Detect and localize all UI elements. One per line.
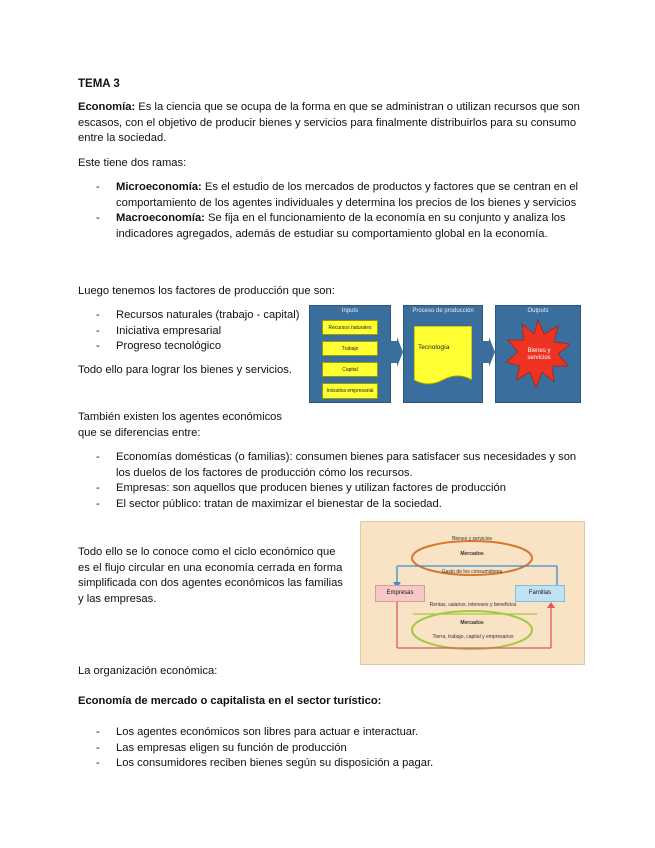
bottom-flow: Rentas, salarios, intereses y beneficios bbox=[429, 602, 517, 608]
input-item: Trabajo bbox=[322, 341, 378, 356]
outputs-box bbox=[495, 305, 581, 403]
factors-list bbox=[78, 308, 318, 355]
agents-intro-line: También existen los agentes económicos bbox=[78, 411, 282, 423]
list-item: - Los consumidores reciben bienes según su disposición a pagar. bbox=[78, 756, 583, 772]
input-item: Recursos naturales bbox=[322, 320, 378, 335]
input-item: Capital bbox=[322, 362, 378, 377]
top-flow: Gasto de los consumidores bbox=[441, 569, 503, 575]
process-item: Tecnología bbox=[418, 344, 450, 351]
process-box bbox=[403, 305, 483, 403]
top-label: Bienes y servicios bbox=[451, 536, 492, 542]
inputs-title: Inputs bbox=[341, 308, 359, 314]
factors-intro: Luego tenemos los factores de producción que son: bbox=[78, 285, 335, 297]
cycle-text: Todo ello se lo conoce como el ciclo económico que es el flujo circular en una economía cerrada en forma simplificada con dos agentes económicos las familias y las empresas. bbox=[78, 546, 343, 605]
list-item: - Los agentes económicos son libres para actuar e interactuar. bbox=[78, 725, 583, 741]
list-item: - Recursos naturales (trabajo - capital) bbox=[78, 308, 318, 324]
document-icon bbox=[414, 326, 472, 388]
list-item: - Iniciativa empresarial bbox=[78, 324, 318, 340]
agents-list bbox=[78, 450, 583, 512]
market-list bbox=[78, 725, 583, 772]
page-title: TEMA 3 bbox=[78, 78, 120, 90]
empresas-box: Empresas bbox=[375, 585, 425, 602]
economia-text: Es la ciencia que se ocupa de la forma en que se administran o utilizan recursos que son escasos, con el objetivo de producir bienes y servicios para finalmente distribuirlos para su consumo entre la sociedad. bbox=[78, 101, 580, 144]
branches-intro: Este tiene dos ramas: bbox=[78, 157, 187, 169]
economia-term: Economía: bbox=[78, 101, 136, 113]
production-diagram bbox=[309, 305, 581, 403]
branch-text: Es el estudio de los mercados de productos y factores que se centran en el comportamiento de los agentes individuales y determina los precios de los bienes y servicios bbox=[116, 181, 579, 209]
branch-text: Se fija en el funcionamiento de la economía en su conjunto y analiza los indicadores agregados, además de estudiar su comportamiento global en la economía. bbox=[116, 212, 566, 240]
bottom-label: Tierra, trabajo, capital y empresarios bbox=[432, 634, 514, 640]
outputs-title: Outputs bbox=[527, 308, 549, 314]
market-title: Economía de mercado o capitalista en el sector turístico: bbox=[78, 695, 382, 707]
list-item bbox=[78, 211, 583, 242]
agents-intro-line: que se diferencias entre: bbox=[78, 426, 201, 439]
factors-outro: Todo ello para lograr los bienes y servicios. bbox=[78, 364, 292, 376]
list-item bbox=[78, 180, 583, 211]
branches-list bbox=[78, 180, 583, 242]
familias-box: Familias bbox=[515, 585, 565, 602]
list-item: - Economías domésticas (o familias): consumen bienes para satisfacer sus necesidades y son los duelos de los factores de producción cómo los recursos. bbox=[78, 450, 583, 481]
list-item: - Empresas: son aquellos que producen bienes y utilizan factores de producción bbox=[78, 481, 583, 497]
process-title: Proceso de producción bbox=[412, 308, 474, 314]
economia-definition bbox=[78, 100, 583, 147]
list-item: - Las empresas eligen su función de producción bbox=[78, 741, 583, 757]
top-market: Mercados bbox=[460, 551, 484, 557]
output-item: Bienes y servicios bbox=[527, 348, 551, 361]
agents-intro bbox=[78, 410, 318, 441]
arrow-right-icon bbox=[481, 337, 495, 367]
org-intro: La organización económica: bbox=[78, 665, 218, 677]
branch-term: Microeconomía: bbox=[116, 181, 202, 193]
list-item: - Progreso tecnológico bbox=[78, 339, 318, 355]
branch-term: Macroeconomía: bbox=[116, 212, 205, 224]
inputs-box bbox=[309, 305, 391, 403]
arrow-right-icon bbox=[389, 337, 403, 367]
list-item: - El sector público: tratan de maximizar el bienestar de la sociedad. bbox=[78, 497, 583, 513]
input-item: Iniciativa empresarial bbox=[322, 383, 378, 399]
circular-flow-diagram bbox=[360, 521, 585, 665]
bottom-market: Mercados bbox=[460, 620, 484, 626]
